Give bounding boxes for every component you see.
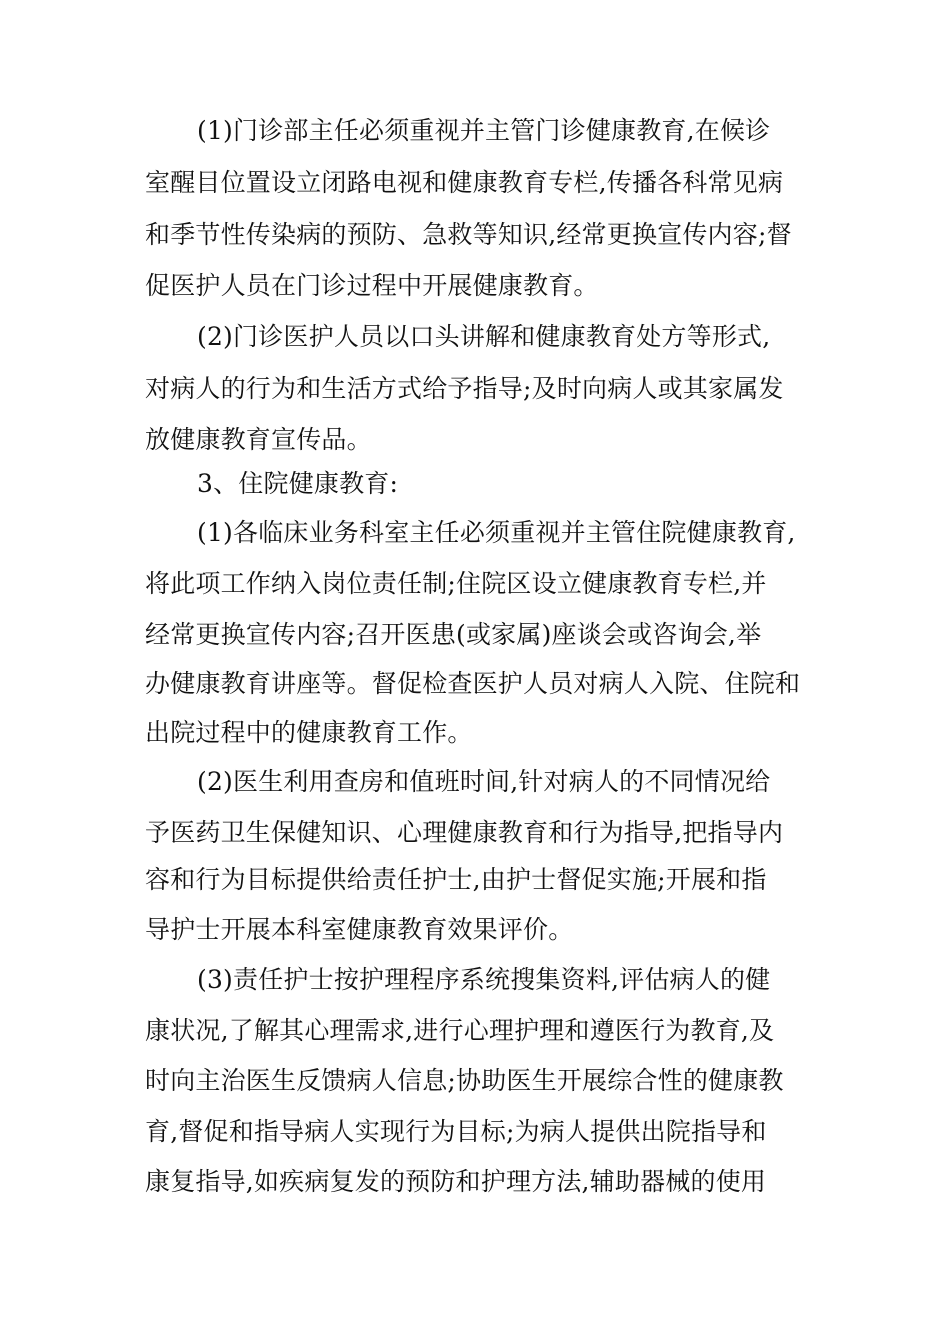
text-line: 育,督促和指导病人实现行为目标;为病人提供出院指导和	[145, 1117, 767, 1146]
section-heading: 3、住院健康教育:	[197, 469, 399, 498]
text-line: (1)各临床业务科室主任必须重视并主管住院健康教育,	[197, 518, 796, 547]
text-line: 经常更换宣传内容;召开医患(或家属)座谈会或咨询会,举	[145, 620, 762, 649]
text-line: 办健康教育讲座等。督促检查医护人员对病人入院、住院和	[145, 669, 801, 698]
text-line: 时向主治医生反馈病人信息;协助医生开展综合性的健康教	[145, 1066, 784, 1095]
text-line: (1)门诊部主任必须重视并主管门诊健康教育,在候诊	[197, 116, 771, 145]
text-line: 予医药卫生保健知识、心理健康教育和行为指导,把指导内	[145, 818, 784, 847]
text-line: (2)门诊医护人员以口头讲解和健康教育处方等形式,	[197, 322, 771, 351]
text-line: 将此项工作纳入岗位责任制;住院区设立健康教育专栏,并	[145, 569, 767, 598]
text-line: 容和行为目标提供给责任护士,由护士督促实施;开展和指	[145, 865, 767, 894]
text-line: (2)医生利用查房和值班时间,针对病人的不同情况给	[197, 767, 771, 796]
text-line: 康复指导,如疾病复发的预防和护理方法,辅助器械的使用	[145, 1167, 767, 1196]
text-line: 和季节性传染病的预防、急救等知识,经常更换宣传内容;督	[145, 220, 792, 249]
text-line: 促医护人员在门诊过程中开展健康教育。	[145, 271, 599, 300]
text-line: 出院过程中的健康教育工作。	[145, 718, 473, 747]
text-line: 对病人的行为和生活方式给予指导;及时向病人或其家属发	[145, 374, 784, 403]
text-line: 康状况,了解其心理需求,进行心理护理和遵医行为教育,及	[145, 1016, 775, 1045]
text-line: (3)责任护士按护理程序系统搜集资料,评估病人的健	[197, 965, 771, 994]
text-line: 放健康教育宣传品。	[145, 425, 372, 454]
text-line: 导护士开展本科室健康教育效果评价。	[145, 915, 574, 944]
text-line: 室醒目位置设立闭路电视和健康教育专栏,传播各科常见病	[145, 168, 784, 197]
